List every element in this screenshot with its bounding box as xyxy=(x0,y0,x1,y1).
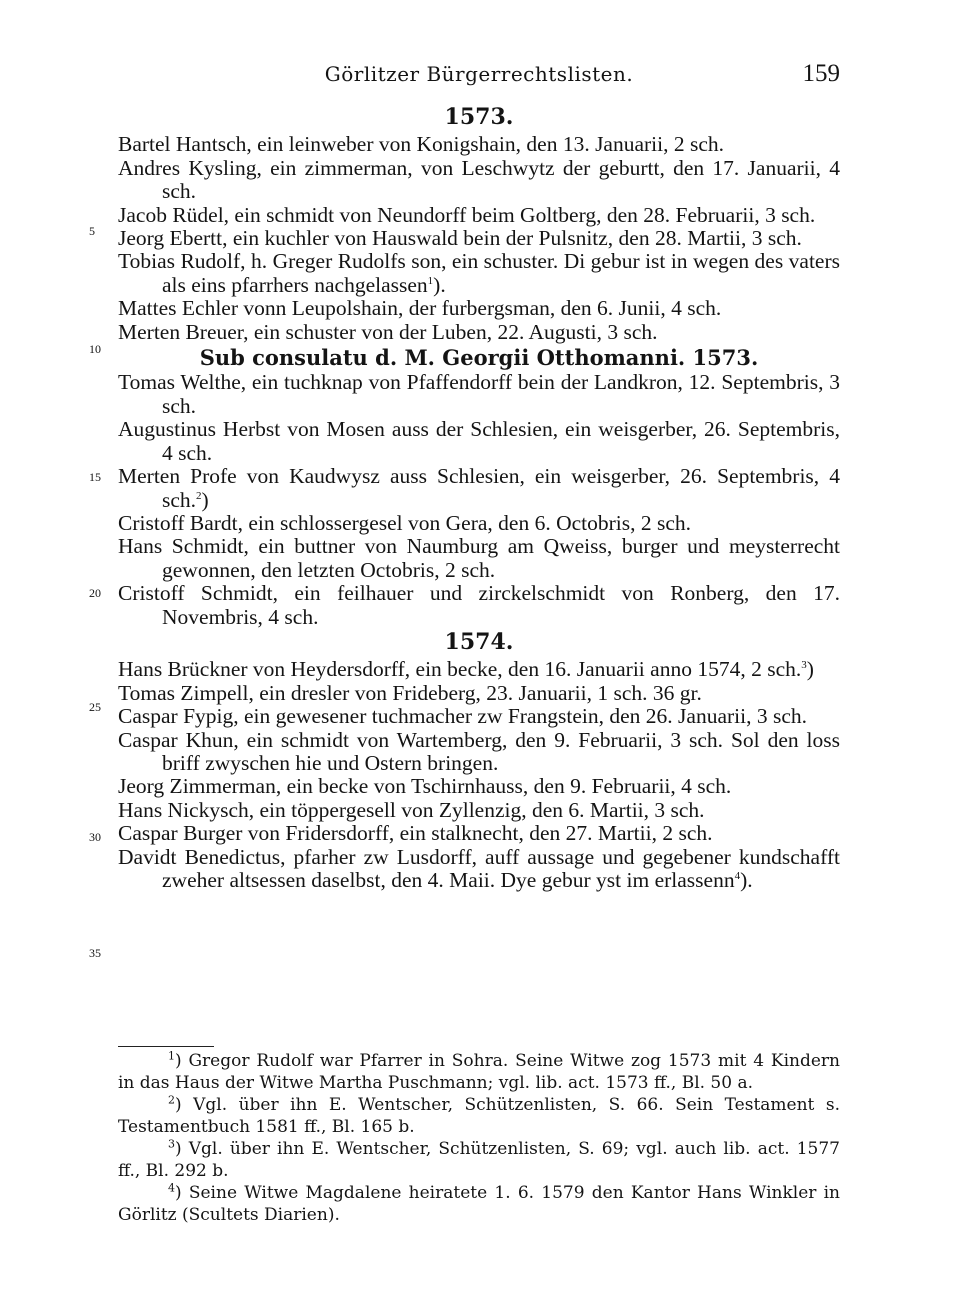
footnote xyxy=(118,1094,840,1138)
footnote-reference[interactable]: 4 xyxy=(734,869,741,882)
entry-text: Jacob Rüdel, ein schmidt von Neundorff beim Goltberg, den 28. Februarii, 3 sch. xyxy=(118,202,816,227)
entry-text: Tobias Rudolf, h. Greger Rudolfs son, ein schuster. Di gebur ist in wegen des vaters als eins pfarrhers nachgelassen xyxy=(118,249,840,297)
entry-text: Bartel Hantsch, ein leinweber von Konigshain, den 13. Januarii, 2 sch. xyxy=(118,132,725,157)
entry-text: Mattes Echler vonn Leupolshain, der furbergsman, den 6. Junii, 4 sch. xyxy=(118,296,722,321)
register-entry xyxy=(118,204,840,227)
line-number: 25 xyxy=(89,700,101,714)
entry-punctuation: ) xyxy=(806,657,814,682)
register-entry xyxy=(118,418,840,465)
register-entry xyxy=(118,227,840,250)
register-entry xyxy=(118,535,840,582)
footnote-text: ) Seine Witwe Magdalene heiratete 1. 6. 1579 den Kantor Hans Winkler in Görlitz (Scultets Diarien). xyxy=(118,1183,840,1225)
line-number: 30 xyxy=(89,830,101,844)
entry-text: Merten Profe von Kaudwysz auss Schlesien, ein weisgerber, 26. Septembris, 4 sch. xyxy=(118,464,840,512)
footnote-mark: 1 xyxy=(168,1049,175,1063)
running-title: Görlitzer Bürgerrechtslisten. xyxy=(324,62,634,86)
register-entry xyxy=(118,250,840,297)
section-heading: Sub consulatu d. M. Georgii Otthomanni. 1573. xyxy=(199,345,759,371)
footnote-mark: 2 xyxy=(168,1093,175,1107)
register-entry xyxy=(118,658,840,681)
page-number: 159 xyxy=(802,60,840,87)
register-entry xyxy=(118,729,840,776)
footnote-text: ) Gregor Rudolf war Pfarrer in Sohra. Seine Witwe zog 1573 mit 4 Kindern in das Haus der Witwe Martha Puschmann; vgl. lib. act. 1573 ff., Bl. 50 a. xyxy=(118,1051,840,1093)
register-entry xyxy=(118,465,840,512)
footnote xyxy=(118,1050,840,1094)
register-entry xyxy=(118,582,840,629)
footnote-mark: 4 xyxy=(168,1181,175,1195)
footnote-mark: 3 xyxy=(168,1137,175,1151)
line-number: 15 xyxy=(89,470,101,484)
line-number: 20 xyxy=(89,586,101,600)
entry-text: Hans Schmidt, ein buttner von Naumburg am Qweiss, burger und meysterrecht gewonnen, den letzten Octobris, 2 sch. xyxy=(118,534,840,582)
line-number: 35 xyxy=(89,946,101,960)
register-entry xyxy=(118,846,840,893)
footnotes xyxy=(118,1050,840,1226)
section-heading: 1573. xyxy=(444,104,514,130)
entry-text: Jeorg Zimmerman, ein becke von Tschirnhauss, den 9. Februarii, 4 sch. xyxy=(118,774,732,799)
register-entry xyxy=(118,775,840,798)
section-heading: 1574. xyxy=(444,628,514,655)
register-entry xyxy=(118,705,840,728)
entry-text: Tomas Welthe, ein tuchknap von Pfaffendorff bein der Landkron, 12. Septembris, 3 sch. xyxy=(118,370,840,418)
register-entry xyxy=(118,682,840,705)
entry-text: Tomas Zimpell, ein dresler von Frideberg, 23. Januarii, 1 sch. 36 gr. xyxy=(118,680,702,705)
entry-punctuation: ). xyxy=(433,272,446,297)
register-entry xyxy=(118,321,840,344)
entry-text: Cristoff Bardt, ein schlossergesel von Gera, den 6. Octobris, 2 sch. xyxy=(118,510,692,535)
entry-punctuation: ) xyxy=(201,487,209,512)
footnote-reference[interactable]: 2 xyxy=(196,489,202,502)
entry-text: Hans Brückner von Heydersdorff, ein becke, den 16. Januarii anno 1574, 2 sch. xyxy=(118,657,802,682)
register-entry xyxy=(118,157,840,204)
entry-text: Caspar Khun, ein schmidt von Wartemberg, den 9. Februarii, 3 sch. Sol den loss briff zwyschen hie und Ostern bringen. xyxy=(118,727,840,775)
page-header xyxy=(118,60,840,92)
entry-text: Merten Breuer, ein schuster von der Luben, 22. Augusti, 3 sch. xyxy=(118,319,658,344)
line-number: 5 xyxy=(89,224,95,238)
entry-text: Caspar Fypig, ein gewesener tuchmacher zw Frangstein, den 26. Januarii, 3 sch. xyxy=(118,704,807,729)
footnote-text: ) Vgl. über ihn E. Wentscher, Schützenlisten, S. 66. Sein Testament s. Testamentbuch 1581 ff., Bl. 165 b. xyxy=(118,1095,840,1137)
register-entry xyxy=(118,799,840,822)
footnote xyxy=(118,1138,840,1182)
register-entry xyxy=(118,512,840,535)
register-entry xyxy=(118,297,840,320)
register-entry xyxy=(118,822,840,845)
footnote-reference[interactable]: 1 xyxy=(427,274,434,287)
footnote-rule xyxy=(118,1046,214,1047)
footnote-reference[interactable]: 3 xyxy=(801,659,807,672)
line-number: 10 xyxy=(89,342,101,356)
main-text xyxy=(118,104,840,892)
entry-text: Hans Nickysch, ein töppergesell von Zyllenzig, den 6. Martii, 3 sch. xyxy=(118,797,705,822)
register-entry xyxy=(118,133,840,156)
entry-text: Andres Kysling, ein zimmerman, von Leschwytz der geburtt, den 17. Januarii, 4 sch. xyxy=(118,155,840,204)
entry-text: Cristoff Schmidt, ein feilhauer und zirckelschmidt von Ronberg, den 17. Novembris, 4 sch. xyxy=(118,581,840,629)
footnote-text: ) Vgl. über ihn E. Wentscher, Schützenlisten, S. 69; vgl. auch lib. act. 1577 ff., Bl. 292 b. xyxy=(118,1139,840,1181)
entry-text: Jeorg Ebertt, ein kuchler von Hauswald bein der Pulsnitz, den 28. Martii, 3 sch. xyxy=(118,226,802,251)
entry-text: Davidt Benedictus, pfarher zw Lusdorff, auff aussage und gegebener kundschafft zweher altsessen daselbst, den 4. Maii. Dye gebur yst im erlassenn xyxy=(118,844,840,892)
footnote xyxy=(118,1182,840,1226)
register-entry xyxy=(118,371,840,418)
entry-text: Augustinus Herbst von Mosen auss der Schlesien, ein weisgerber, 26. Septembris, 4 sch. xyxy=(118,417,840,465)
entry-text: Caspar Burger von Fridersdorff, ein stalknecht, den 27. Martii, 2 sch. xyxy=(118,821,713,846)
entry-punctuation: ). xyxy=(740,868,753,892)
